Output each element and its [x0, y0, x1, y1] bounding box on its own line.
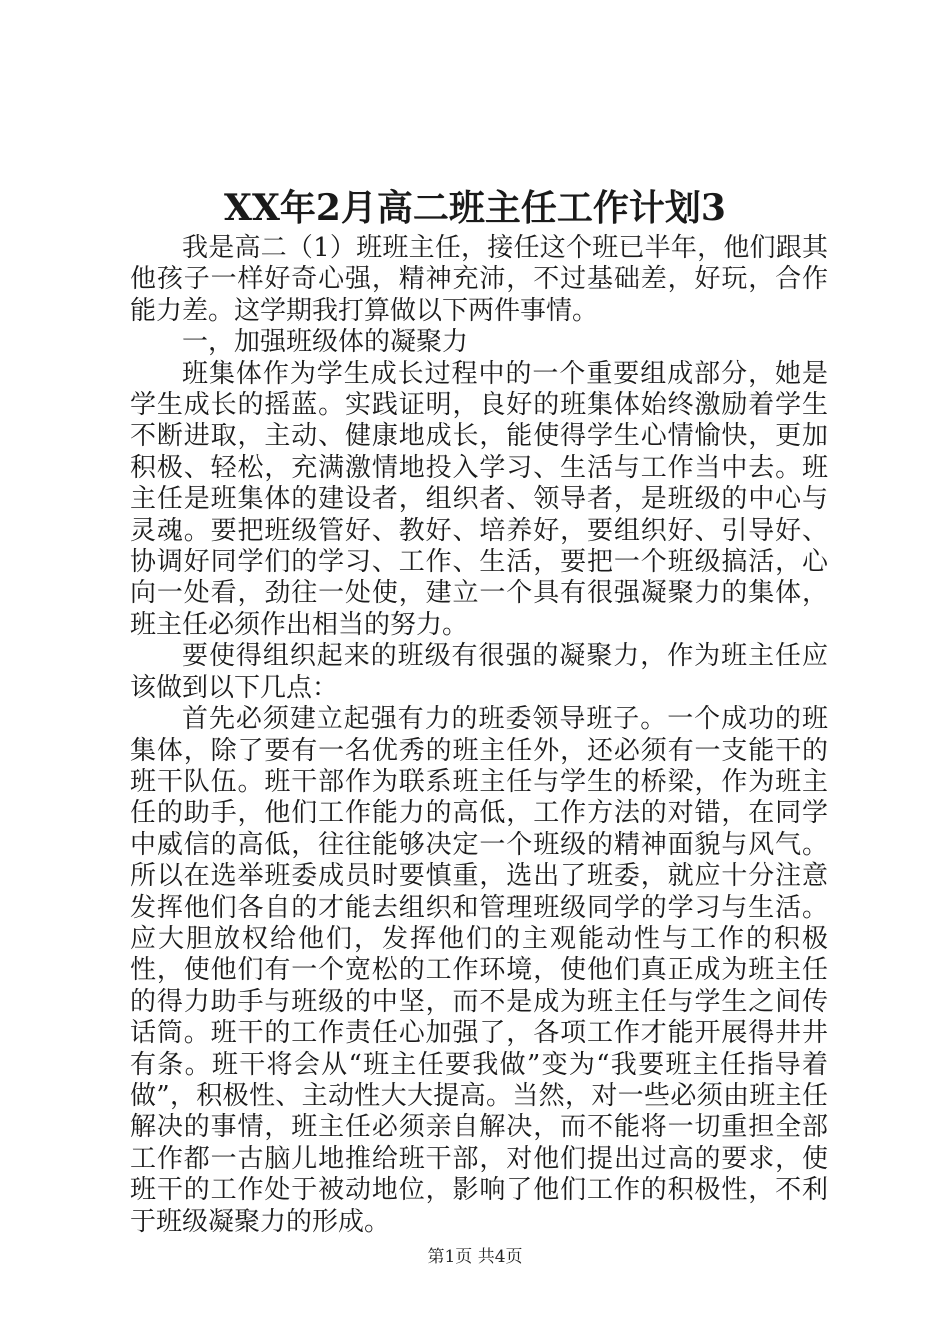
- paragraph: 班集体作为学生成长过程中的一个重要组成部分，她是学生成长的摇蓝。实践证明，良好的班集体始终激励着学生不断进取，主动、健康地成长，能使得学生心情愉快，更加积极、轻松，充满激情地投入学习、生活与工作当中去。班主任是班集体的建设者，组织者、领导者，是班级的中心与灵魂。要把班级管好、教好、培养好，要组织好、引导好、协调好同学们的学习、工作、生活，要把一个班级搞活，心向一处看，劲往一处使，建立一个具有很强凝聚力的集体，班主任必须作出相当的努力。: [130, 358, 828, 640]
- paragraph: 要使得组织起来的班级有很强的凝聚力，作为班主任应该做到以下几点：: [130, 641, 828, 703]
- section-heading: 一，加强班级体的凝聚力: [182, 327, 469, 358]
- page-footer: 第1页 共4页: [427, 1247, 523, 1267]
- document-body: [130, 233, 828, 1238]
- paragraph: 首先必须建立起强有力的班委领导班子。一个成功的班集体，除了要有一名优秀的班主任外，还必须有一支能干的班干队伍。班干部作为联系班主任与学生的桥梁，作为班主任的助手，他们工作能力的高低，工作方法的对错，在同学中威信的高低，往往能够决定一个班级的精神面貌与风气。所以在选举班委成员时要慎重，选出了班委，就应十分注意发挥他们各自的才能去组织和管理班级同学的学习与生活。应大胆放权给他们，发挥他们的主观能动性与工作的积极性，使他们有一个宽松的工作环境，使他们真正成为班主任的得力助手与班级的中坚，而不是成为班主任与学生之间传话筒。班干的工作责任心加强了，各项工作才能开展得井井有条。班干将会从“班主任要我做”变为“我要班主任指导着做”，积极性、主动性大大提高。当然，对一些必须由班主任解决的事情，班主任必须亲自解决，而不能将一切重担全部工作都一古脑儿地推给班干部，对他们提出过高的要求，使班干的工作处于被动地位，影响了他们工作的积极性，不利于班级凝聚力的形成。: [130, 704, 828, 1237]
- document-title: XX年2月高二班主任工作计划3: [224, 187, 726, 229]
- paragraph: 我是高二（1）班班主任，接任这个班已半年，他们跟其他孩子一样好奇心强，精神充沛，不过基础差，好玩，合作能力差。这学期我打算做以下两件事情。: [130, 233, 828, 326]
